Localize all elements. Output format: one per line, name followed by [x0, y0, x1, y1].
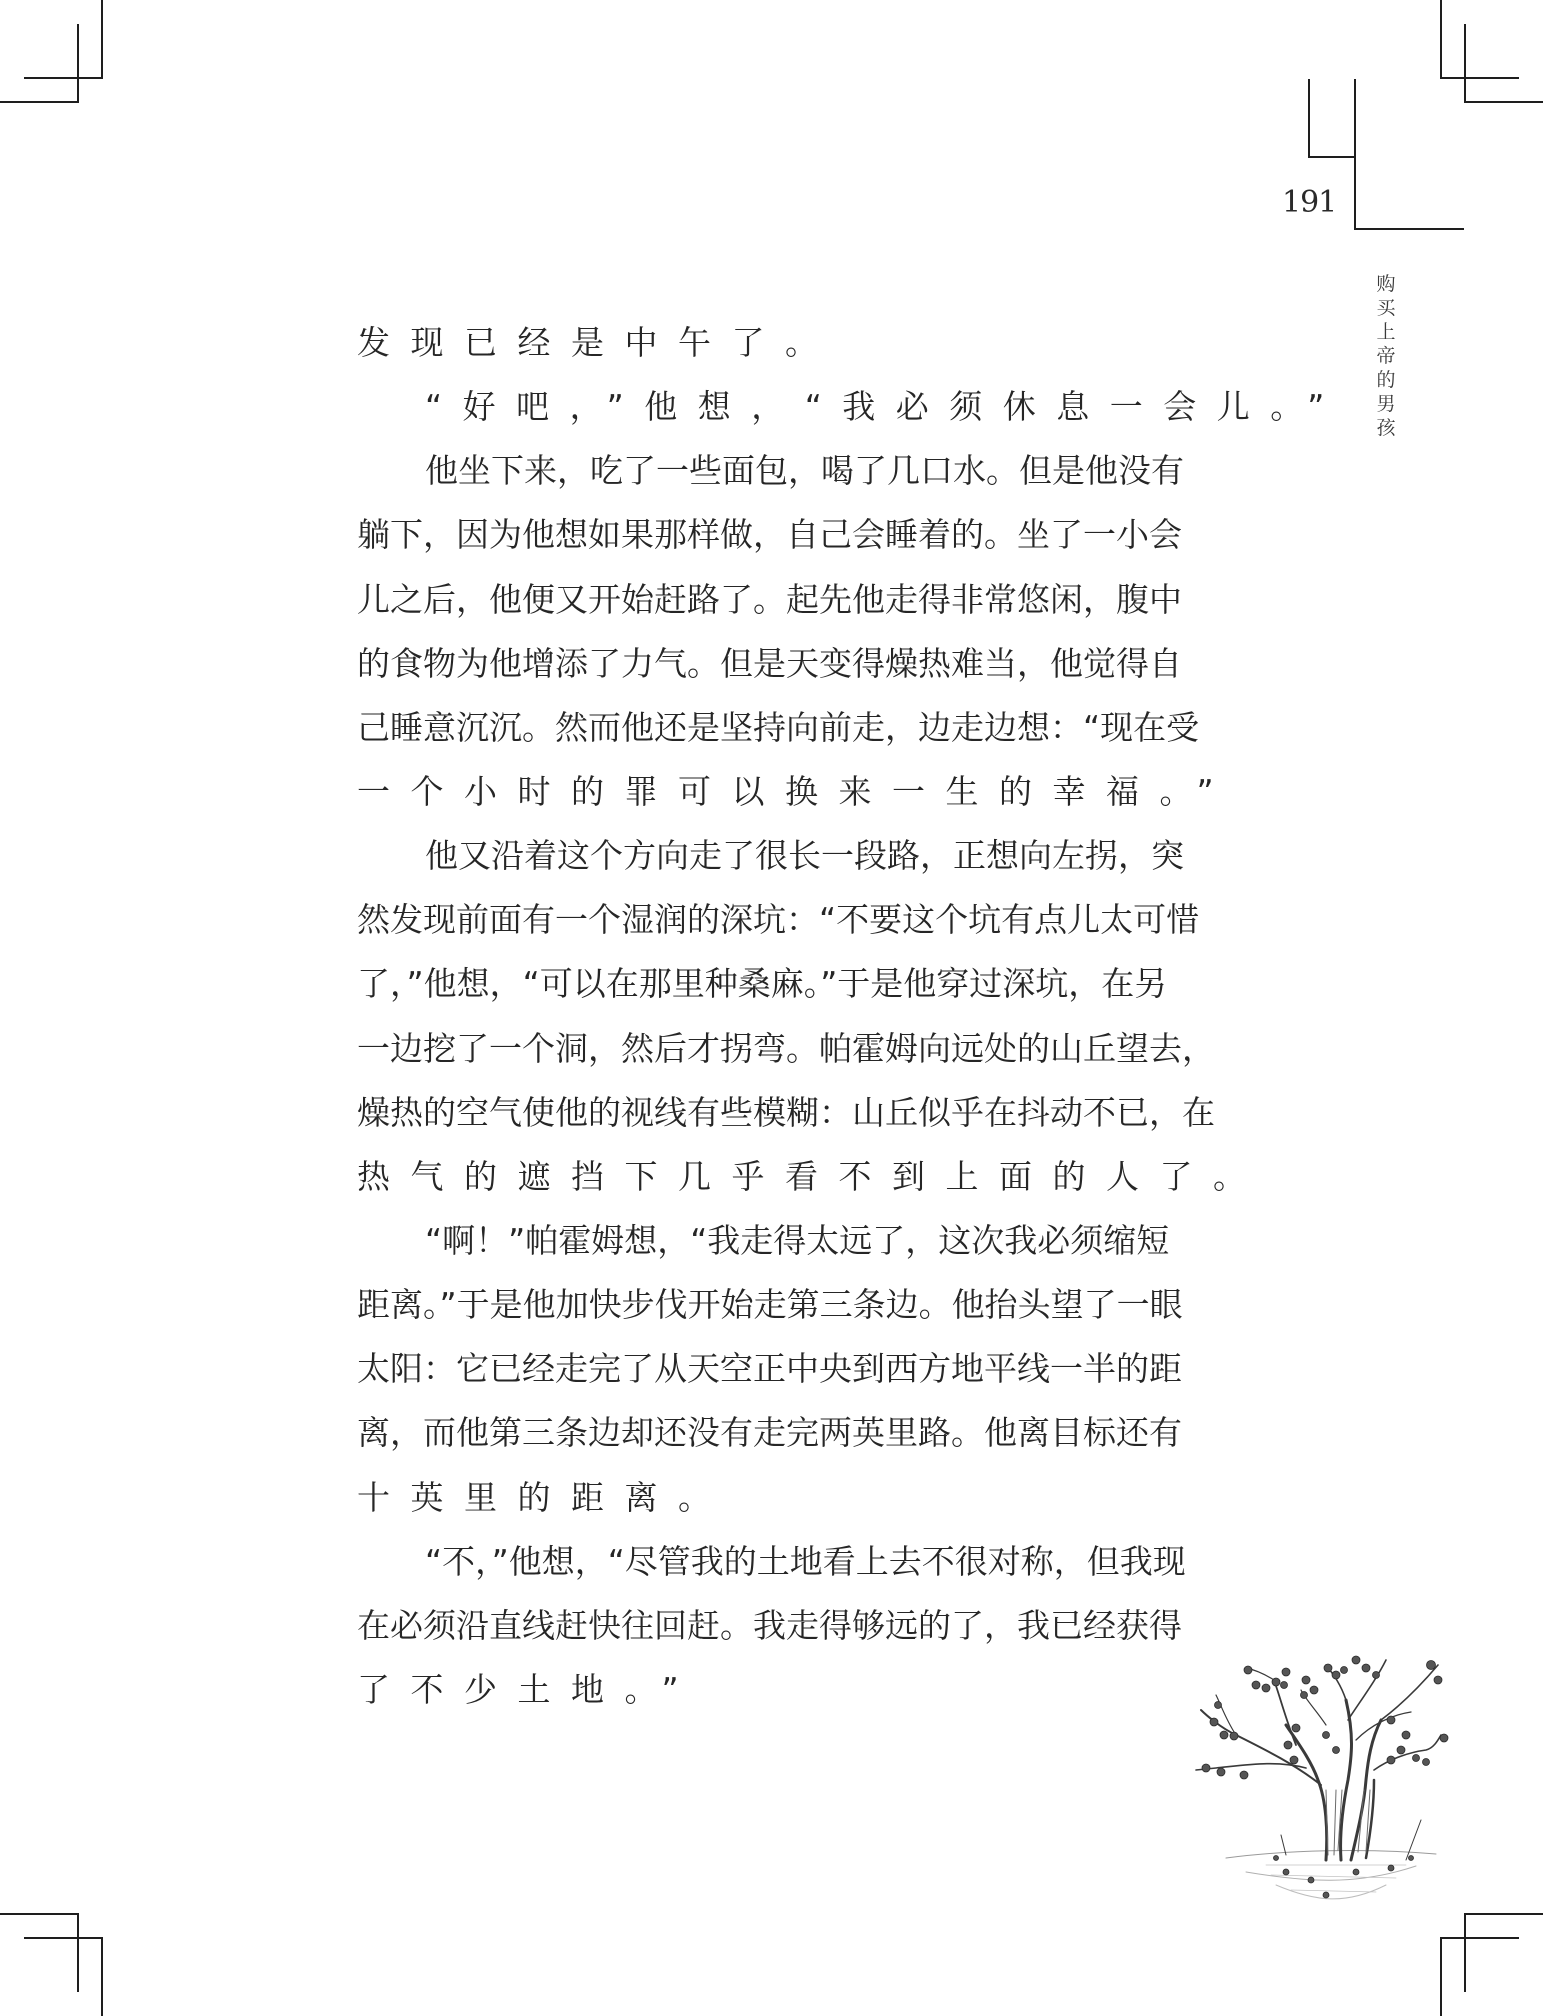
crop-mark-bottom-left: [101, 1937, 103, 2016]
text-line: “不，”他想，“尽管我的土地看上去不很对称，但我现: [425, 1541, 1186, 1581]
text-line: 己睡意沉沉。然而他还是坚持向前走，边走边想：“现在受: [357, 707, 1200, 747]
crop-mark-bottom-right: [1464, 1913, 1543, 1915]
page-number: 191: [1282, 185, 1337, 220]
text-line: 距离。”于是他加快步伐开始走第三条边。他抬头望了一眼: [357, 1285, 1183, 1325]
crop-mark-top-left: [24, 77, 103, 79]
crop-mark-bottom-left: [24, 1937, 103, 1939]
running-head: 购买上帝的男孩: [1376, 273, 1396, 439]
crop-mark-top-right: [1464, 101, 1543, 103]
text-line: 热气的遮挡下几乎看不到上面的人了。: [357, 1156, 1267, 1196]
text-line: 了不少土地。”: [357, 1669, 700, 1709]
crop-mark-bottom-left: [77, 1913, 79, 1992]
text-line: 离，而他第三条边却还没有走完两英里路。他离目标还有: [357, 1413, 1182, 1453]
text-line: 太阳：它已经走完了从天空正中央到西方地平线一半的距: [357, 1349, 1182, 1389]
text-line: “好吧，”他想，“我必须休息一会儿。”: [425, 387, 1345, 427]
folio-bracket-line: [1354, 79, 1356, 230]
text-line: 了，”他想，“可以在那里种桑麻。”于是他穿过深坑，在另: [357, 964, 1168, 1004]
crop-mark-top-left: [101, 0, 103, 79]
text-line: 十英里的距离。: [357, 1477, 732, 1517]
text-line: 他坐下来，吃了一些面包，喝了几口水。但是他没有: [425, 451, 1184, 491]
crop-mark-top-left: [77, 24, 79, 103]
text-line: “啊！”帕霍姆想，“我走得太远了，这次我必须缩短: [425, 1220, 1170, 1260]
folio-bracket-line: [1308, 79, 1310, 158]
text-line: 的食物为他增添了力气。但是天变得燥热难当，他觉得自: [357, 643, 1182, 683]
crop-mark-top-right: [1440, 0, 1442, 79]
text-line: 一个小时的罪可以换来一生的幸福。”: [357, 771, 1235, 811]
text-line: 发现已经是中午了。: [357, 323, 839, 362]
text-line: 燥热的空气使他的视线有些模糊：山丘似乎在抖动不已，在: [357, 1092, 1215, 1132]
tree-illustration-icon: [1176, 1640, 1456, 1925]
folio-bracket-line: [1308, 156, 1355, 158]
crop-mark-top-right: [1464, 24, 1466, 103]
crop-mark-bottom-right: [1464, 1913, 1466, 1992]
text-line: 他又沿着这个方向走了很长一段路，正想向左拐，突: [425, 836, 1184, 876]
crop-mark-bottom-right: [1440, 1937, 1442, 2016]
text-line: 在必须沿直线赶快往回赶。我走得够远的了，我已经获得: [357, 1605, 1182, 1645]
crop-mark-bottom-right: [1440, 1937, 1519, 1939]
text-line: 儿之后，他便又开始赶路了。起先他走得非常悠闲，腹中: [357, 579, 1182, 619]
crop-mark-top-right: [1440, 77, 1519, 79]
crop-mark-bottom-left: [0, 1913, 79, 1915]
text-line: 躺下，因为他想如果那样做，自己会睡着的。坐了一小会: [357, 515, 1182, 555]
folio-bracket-line: [1354, 228, 1464, 230]
crop-mark-top-left: [0, 101, 79, 103]
body-text: [357, 311, 1345, 1722]
text-line: 然发现前面有一个湿润的深坑：“不要这个坑有点儿太可惜: [357, 900, 1200, 940]
text-line: 一边挖了一个洞，然后才拐弯。帕霍姆向远处的山丘望去，: [357, 1028, 1215, 1068]
